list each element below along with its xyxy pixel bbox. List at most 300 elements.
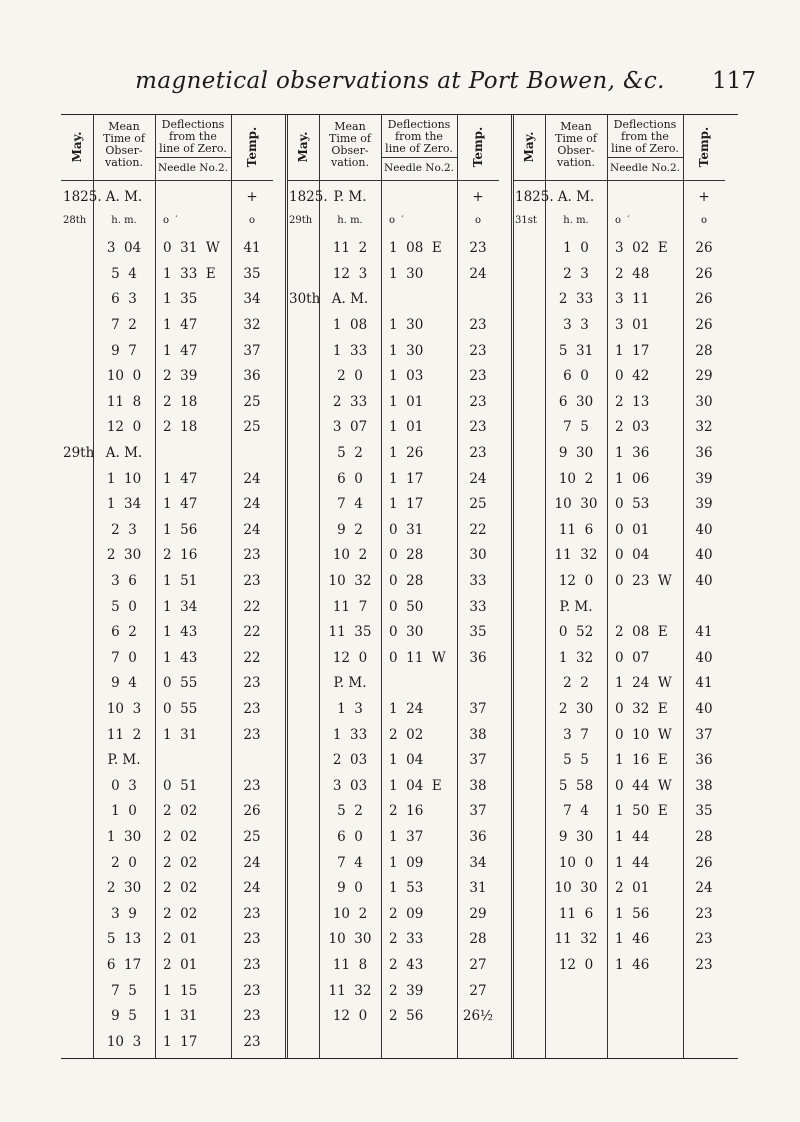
time-cell: 11 6 [558,521,594,538]
deflection-cell: 2 01 [163,931,198,948]
deflection-cell: 2 43 [389,957,424,973]
table-row [287,496,499,518]
temp-cell: 26 [695,317,713,333]
temp-cell: 23 [243,547,261,564]
deflection-cell: 2 09 [389,905,424,922]
deflection-cell: 2 48 [615,265,650,282]
deflection-cell: 1 53 [389,880,424,897]
temp-cell: 36 [243,368,261,385]
subheader-rule [381,157,457,158]
table-row [513,829,725,851]
time-cell: 2 0 [337,368,363,385]
temp-cell: 23 [695,931,713,948]
temp-cell: 32 [243,317,261,333]
time-cell: 7 5 [111,982,137,999]
date-column-header: May. [70,131,84,163]
time-cell: 6 30 [558,393,594,410]
time-cell: 1 32 [558,649,594,666]
time-column-header: Mean Time of Obser- vation. [329,120,371,169]
observations-table [61,114,738,1059]
temp-cell: 37 [469,752,487,769]
table-row [61,599,273,621]
temp-cell: 41 [695,675,713,692]
time-cell: 2 3 [111,521,137,538]
time-cell: 3 6 [111,573,137,589]
table-row [61,675,273,697]
table-row [61,778,273,800]
time-cell: 7 2 [111,317,137,333]
temp-cell: 29 [469,905,487,922]
temp-cell: 40 [695,547,713,564]
time-cell: 10 3 [106,701,142,717]
table-row [513,931,725,953]
temp-cell: 37 [695,726,713,743]
time-cell: 12 0 [332,649,368,666]
time-cell: 11 8 [332,957,368,973]
time-cell: 2 0 [111,854,137,871]
time-cell: 11 32 [328,982,372,999]
deflection-cell: 1 44 [615,829,650,845]
deflection-cell: 3 11 [615,291,650,308]
table-row [61,343,273,365]
deflection-cell: 1 06 [615,470,650,487]
temp-cell: 25 [243,393,261,410]
deflection-cell: 1 47 [163,317,198,333]
time-cell: 6 0 [563,368,589,385]
deflection-cell: 1 43 [163,649,198,666]
temp-cell: 36 [695,752,713,769]
temp-cell: 36 [469,829,487,845]
subheader-rule [155,157,231,158]
table-row [513,650,725,672]
date-cell: 1825. [515,189,554,205]
table-row [287,1008,499,1030]
temp-cell: 35 [469,624,487,641]
time-cell: A. M. [105,189,143,205]
deflection-cell: 0 28 [389,547,424,564]
deflection-cell: 2 02 [163,854,198,871]
time-cell: 1 3 [337,701,363,717]
temp-cell: 40 [695,573,713,589]
time-cell: 1 08 [332,317,368,333]
table-row [513,522,725,544]
time-cell: 12 3 [332,265,368,282]
time-cell: 10 3 [106,1033,142,1050]
time-cell: P. M. [333,675,367,692]
deflection-cell: 1 56 [615,905,650,922]
temp-column-header: Temp. [697,126,711,168]
table-row [61,471,273,493]
time-cell: 5 4 [111,265,137,282]
temp-cell: 24 [243,854,261,871]
table-row [61,906,273,928]
temp-cell: 22 [243,598,261,615]
header-rule [61,180,273,181]
deflection-cell: 2 02 [163,829,198,845]
table-row [287,471,499,493]
deflection-cell: 1 33 E [163,265,216,282]
temp-cell: 27 [469,957,487,973]
deflection-cell: 1 47 [163,470,198,487]
time-cell: 11 8 [106,393,142,410]
table-row [287,522,499,544]
deflection-cell: 2 18 [163,419,198,436]
temp-cell: 23 [243,957,261,973]
temp-cell: 29 [695,368,713,385]
temp-cell: 27 [469,982,487,999]
running-title: magnetical observations at Port Bowen, &c. [135,68,665,94]
time-cell: 12 0 [332,1008,368,1025]
table-row [61,1008,273,1030]
temp-cell: 23 [243,777,261,794]
time-cell: 11 2 [332,240,368,257]
table-row [513,880,725,902]
table-row [287,189,499,211]
time-cell: h. m. [111,214,137,226]
time-cell: 7 4 [337,854,363,871]
temp-column-header: Temp. [471,126,485,168]
time-cell: 11 7 [332,598,368,615]
table-row [61,573,273,595]
temp-cell: 30 [469,547,487,564]
time-cell: 2 30 [106,880,142,897]
deflection-cell: 2 56 [389,1008,424,1025]
temp-cell: 38 [695,777,713,794]
temp-cell: + [472,189,484,205]
temp-cell: 26 [695,291,713,308]
deflection-cell: 1 36 [615,445,650,461]
table-row [61,624,273,646]
time-cell: A. M. [105,445,143,461]
temp-cell: 24 [243,880,261,897]
date-cell: 29th [63,445,95,461]
temp-cell: 37 [469,803,487,820]
time-cell: 2 33 [332,393,368,410]
time-cell: 10 30 [554,880,598,897]
deflection-cell: o ′ [615,214,630,226]
time-cell: P. M. [559,598,593,615]
time-cell: 3 9 [111,905,137,922]
deflection-cell: 1 47 [163,342,198,359]
deflection-column-header: Deflections from the line of Zero. [385,118,453,155]
deflection-cell: 3 02 E [615,240,668,257]
temp-cell: 41 [243,240,261,257]
time-cell: 3 03 [332,777,368,794]
time-cell: 10 32 [328,573,372,589]
deflection-cell: 1 56 [163,521,198,538]
temp-cell: 34 [243,291,261,308]
temp-cell: 26 [243,803,261,820]
deflection-cell: 1 01 [389,393,424,410]
deflection-cell: 0 04 [615,547,650,564]
time-cell: 9 0 [337,880,363,897]
time-cell: 7 4 [337,496,363,513]
table-row [513,778,725,800]
temp-cell: 26 [695,265,713,282]
time-cell: 3 04 [106,240,142,257]
table-row [287,957,499,979]
temp-cell: 22 [243,649,261,666]
deflection-cell: 1 30 [389,265,424,282]
table-row [513,727,725,749]
deflection-cell: 1 31 [163,1008,198,1025]
temp-cell: 37 [469,701,487,717]
time-cell: 2 30 [558,701,594,717]
temp-cell: 23 [469,445,487,461]
deflection-cell: 1 09 [389,854,424,871]
time-cell: 1 10 [106,470,142,487]
temp-cell: 23 [243,726,261,743]
deflection-cell: 1 03 [389,368,424,385]
temp-cell: 30 [695,393,713,410]
deflection-cell: 0 42 [615,368,650,385]
temp-cell: 23 [243,931,261,948]
temp-cell: 41 [695,624,713,641]
table-row [513,240,725,262]
table-row [61,650,273,672]
table-row [513,675,725,697]
time-cell: 9 5 [111,1008,137,1025]
time-cell: 5 0 [111,598,137,615]
table-row [287,778,499,800]
deflection-cell: 1 17 [163,1033,198,1050]
time-cell: h. m. [337,214,363,226]
time-cell: 5 5 [563,752,589,769]
deflection-cell: 1 01 [389,419,424,436]
table-row [287,317,499,339]
deflection-cell: 2 01 [163,957,198,973]
temp-cell: + [698,189,710,205]
temp-cell: 25 [469,496,487,513]
temp-cell: 23 [469,317,487,333]
temp-cell: 23 [695,957,713,973]
table-row [513,291,725,313]
temp-cell: 26 [695,854,713,871]
temp-cell: 36 [469,649,487,666]
table-row [513,266,725,288]
time-cell: 3 7 [563,726,589,743]
temp-cell: 24 [243,470,261,487]
deflection-cell: 2 16 [389,803,424,820]
deflection-cell: 1 34 [163,598,198,615]
deflection-cell: 0 55 [163,675,198,692]
time-cell: A. M. [557,189,595,205]
time-cell: 1 0 [563,240,589,257]
time-cell: 6 0 [337,829,363,845]
table-row [287,675,499,697]
time-cell: 0 52 [558,624,594,641]
table-row [287,419,499,441]
needle-subheader: Needle No.2. [610,162,680,174]
header-rule [287,180,499,181]
time-cell: 10 2 [332,547,368,564]
table-row [61,855,273,877]
temp-cell: 40 [695,701,713,717]
table-row [61,394,273,416]
table-row [287,701,499,723]
temp-cell: 23 [243,982,261,999]
deflection-cell: 1 04 E [389,777,442,794]
deflection-cell: 1 04 [389,752,424,769]
table-row [61,547,273,569]
table-row [61,215,273,237]
temp-cell: 38 [469,726,487,743]
time-cell: 12 0 [106,419,142,436]
table-row [287,599,499,621]
table-row [287,240,499,262]
table-row [513,471,725,493]
table-row [287,573,499,595]
deflection-cell: 2 01 [615,880,650,897]
table-row [287,394,499,416]
table-row [513,394,725,416]
deflection-cell: 0 50 [389,598,424,615]
table-row [513,752,725,774]
time-cell: 10 2 [332,905,368,922]
header-rule [513,180,725,181]
temp-cell: 23 [469,419,487,436]
temp-cell: o [474,214,482,226]
deflection-column-header: Deflections from the line of Zero. [611,118,679,155]
temp-cell: 23 [243,675,261,692]
time-cell: 9 7 [111,342,137,359]
temp-cell: 33 [469,573,487,589]
deflection-cell: 1 08 E [389,240,442,257]
time-cell: 1 33 [332,342,368,359]
temp-cell: 23 [243,1008,261,1025]
deflection-cell: 1 46 [615,957,650,973]
deflection-cell: 1 30 [389,317,424,333]
table-row [513,215,725,237]
time-cell: 5 2 [337,803,363,820]
deflection-cell: 2 02 [389,726,424,743]
table-row [61,803,273,825]
table-row [513,547,725,569]
table-row [287,368,499,390]
deflection-cell: 1 24 W [615,675,672,692]
table-row [287,445,499,467]
deflection-cell: 1 50 E [615,803,668,820]
time-column-header: Mean Time of Obser- vation. [103,120,145,169]
table-row [287,215,499,237]
table-row [287,752,499,774]
table-row [513,701,725,723]
table-row [513,599,725,621]
table-row [61,240,273,262]
deflection-cell: 1 35 [163,291,198,308]
date-cell: 28th [63,214,87,226]
date-column-header: May. [296,131,310,163]
temp-cell: 33 [469,598,487,615]
temp-cell: 35 [243,265,261,282]
deflection-cell: 1 15 [163,982,198,999]
temp-cell: 24 [243,521,261,538]
time-cell: 1 0 [111,803,137,820]
temp-cell: 24 [243,496,261,513]
table-row [513,803,725,825]
temp-cell: 23 [469,368,487,385]
deflection-cell: 2 39 [163,368,198,385]
table-row [61,727,273,749]
deflection-cell: o ′ [389,214,404,226]
temp-cell: 24 [695,880,713,897]
deflection-cell: 0 32 E [615,701,668,717]
deflection-cell: 1 44 [615,854,650,871]
time-cell: 11 32 [554,931,598,948]
table-row [513,957,725,979]
deflection-cell: 0 28 [389,573,424,589]
time-cell: 9 2 [337,521,363,538]
temp-cell: + [246,189,258,205]
deflection-column-header: Deflections from the line of Zero. [159,118,227,155]
deflection-cell: 1 30 [389,342,424,359]
time-cell: 6 3 [111,291,137,308]
table-row [61,291,273,313]
deflection-cell: 0 51 [163,777,198,794]
deflection-cell: 0 10 W [615,726,672,743]
time-cell: 6 2 [111,624,137,641]
deflection-cell: 0 31 [389,521,424,538]
time-cell: 10 0 [106,368,142,385]
table-row [61,829,273,851]
time-cell: 3 3 [563,317,589,333]
deflection-cell: 0 11 W [389,649,446,666]
temp-cell: 34 [469,854,487,871]
time-cell: 9 30 [558,829,594,845]
time-cell: 2 33 [558,291,594,308]
time-cell: 10 0 [558,854,594,871]
table-row [61,368,273,390]
temp-cell: 23 [469,240,487,257]
table-row [287,650,499,672]
temp-cell: 28 [695,342,713,359]
time-cell: P. M. [333,189,367,205]
time-cell: 6 17 [106,957,142,973]
time-cell: 11 6 [558,905,594,922]
table-row [61,983,273,1005]
date-cell: 30th [289,291,321,308]
deflection-cell: o ′ [163,214,178,226]
time-cell: A. M. [331,291,369,308]
deflection-cell: 0 30 [389,624,424,641]
table-row [513,368,725,390]
table-row [287,803,499,825]
temp-cell: 26 [695,240,713,257]
date-cell: 31st [515,214,537,226]
deflection-cell: 1 43 [163,624,198,641]
table-row [61,957,273,979]
deflection-cell: 1 31 [163,726,198,743]
table-row [287,829,499,851]
temp-cell: 38 [469,777,487,794]
table-row [287,727,499,749]
deflection-cell: 1 17 [615,342,650,359]
temp-cell: 35 [695,803,713,820]
temp-cell: 22 [243,624,261,641]
temp-cell: 23 [243,1033,261,1050]
deflection-cell: 2 02 [163,803,198,820]
time-cell: 5 31 [558,342,594,359]
deflection-cell: 1 37 [389,829,424,845]
time-cell: 7 0 [111,649,137,666]
table-row [513,906,725,928]
temp-cell: 23 [695,905,713,922]
table-row [287,291,499,313]
temp-cell: 26½ [462,1008,494,1025]
table-row [287,266,499,288]
table-row [287,343,499,365]
time-cell: 1 34 [106,496,142,513]
